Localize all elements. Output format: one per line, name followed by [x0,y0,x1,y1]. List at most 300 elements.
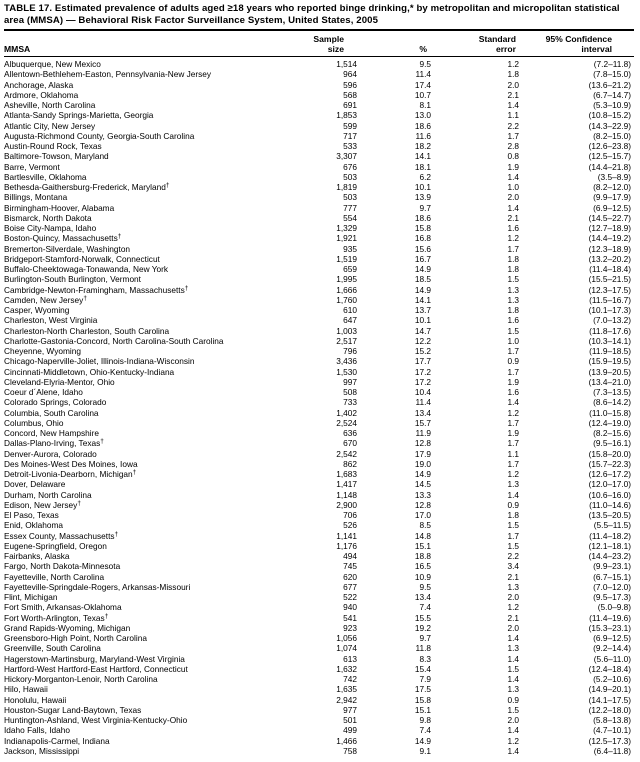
sample-size: 1,148 [336,489,357,500]
column-header-mmsa: MMSA [4,31,298,57]
percent: 10.7 [414,89,431,100]
confidence-interval: (5.2–10.6) [593,674,631,684]
standard-error: 1.3 [507,284,519,295]
confidence-interval: (9.9–17.9) [593,192,631,203]
standard-error: 0.9 [507,694,519,705]
sample-size: 862 [343,458,357,469]
percent: 17.4 [414,79,431,90]
confidence-interval: (10.3–14.1) [588,335,631,346]
table-row [4,356,634,366]
standard-error: 1.3 [507,479,519,490]
mmsa-name: Bethesda-Gaithersburg-Frederick, Maryland† [4,182,170,192]
dagger-footnote-marker: † [165,182,170,189]
table-row [4,561,634,571]
standard-error: 1.5 [507,274,519,285]
dagger-footnote-marker: † [104,612,109,620]
confidence-interval: (12.3–17.5) [588,284,631,295]
sample-size: 1,921 [336,233,357,244]
mmsa-name: Bartlesville, Oklahoma [4,171,87,182]
mmsa-name: Baltimore-Towson, Maryland [4,151,109,162]
confidence-interval: (14.9–20.1) [588,684,631,695]
confidence-interval: (6.7–15.1) [593,571,631,582]
table-row [4,336,634,346]
sample-size: 1,853 [336,110,357,121]
percent: 17.0 [414,510,431,520]
percent: 15.8 [414,694,431,705]
standard-error: 1.4 [507,653,519,664]
confidence-interval: (5.8–13.8) [593,715,631,725]
mmsa-name: Durham, North Carolina [4,489,92,500]
percent: 17.7 [414,356,431,367]
percent: 12.8 [414,499,431,510]
sample-size: 977 [343,704,357,715]
percent: 17.2 [414,376,431,387]
confidence-interval: (12.7–18.9) [588,223,631,233]
mmsa-name: Cambridge-Newton-Framingham, Massachusetts† [4,284,189,295]
mmsa-name: El Paso, Texas [4,510,59,520]
sample-size: 1,530 [336,366,357,377]
confidence-interval: (10.8–15.2) [588,110,631,121]
standard-error: 2.0 [507,79,519,90]
percent: 14.9 [414,284,431,295]
table-row [4,90,634,100]
percent: 8.1 [419,100,431,110]
standard-error: 2.1 [507,89,519,100]
mmsa-name: Bismarck, North Dakota [4,212,92,223]
table-row [4,172,634,182]
percent: 12.2 [414,335,431,346]
mmsa-name: Casper, Wyoming [4,305,70,315]
confidence-interval: (9.5–16.1) [593,438,631,449]
percent: 11.4 [415,69,431,80]
confidence-interval: (5.3–10.9) [593,100,631,110]
sample-size: 1,141 [336,530,357,541]
sample-size: 2,524 [336,417,357,428]
table-row [4,674,634,684]
dagger-footnote-marker: † [114,530,119,538]
table-row [4,736,634,746]
percent: 13.7 [414,305,431,315]
confidence-interval: (12.3–18.9) [588,243,631,254]
confidence-interval: (14.4–21.8) [588,161,631,172]
confidence-interval: (12.4–18.4) [588,663,631,674]
table-row [4,684,634,694]
standard-error: 2.0 [507,622,519,633]
table-row [4,131,634,141]
standard-error: 1.8 [507,253,519,264]
table-row [4,408,634,418]
confidence-interval: (7.8–15.0) [593,69,631,80]
mmsa-name: Denver-Aurora, Colorado [4,448,97,459]
table-row [4,459,634,469]
standard-error: 1.3 [507,684,519,695]
table-row [4,315,634,325]
column-header-sample: Sample size [298,31,360,57]
percent: 17.9 [414,448,431,459]
mmsa-name: Fort Worth-Arlington, Texas† [4,612,109,623]
percent: 7.4 [419,725,431,736]
table-row [4,397,634,407]
mmsa-name: Cincinnati-Middletown, Ohio-Kentucky-Indiana [4,366,175,377]
mmsa-name: Dover, Delaware [4,479,66,490]
percent: 13.0 [414,110,431,121]
standard-error: 1.4 [507,489,519,500]
mmsa-name: Asheville, North Carolina [4,100,96,110]
confidence-interval: (14.4–19.2) [588,233,631,244]
mmsa-name: Atlanta-Sandy Springs-Marietta, Georgia [4,110,154,121]
mmsa-name: Edison, New Jersey† [4,499,81,510]
standard-error: 1.9 [507,161,519,172]
sample-size: 1,683 [336,469,357,479]
standard-error: 2.0 [507,592,519,602]
percent: 9.7 [419,202,431,213]
standard-error: 1.4 [507,725,519,736]
standard-error: 1.3 [507,294,519,305]
table-row [4,572,634,582]
standard-error: 1.4 [507,745,519,756]
percent: 15.6 [414,243,431,254]
table-row [4,110,634,120]
sample-size: 503 [343,192,357,203]
mmsa-name: Enid, Oklahoma [4,520,64,531]
sample-size: 717 [343,130,357,141]
mmsa-name: Colorado Springs, Colorado [4,397,107,408]
mmsa-name: Boise City-Nampa, Idaho [4,223,97,233]
table-row [4,80,634,90]
mmsa-name: Dallas-Plano-Irving, Texas† [4,438,104,449]
confidence-interval: (11.4–18.4) [589,264,631,274]
confidence-interval: (14.3–22.9) [588,120,631,131]
confidence-interval: (10.6–16.0) [588,489,631,500]
table-row [4,705,634,715]
table-row [4,141,634,151]
confidence-interval: (6.4–11.8) [593,745,631,756]
mmsa-name: Concord, New Hampshire [4,428,99,438]
percent: 7.9 [419,674,431,684]
percent: 12.8 [414,438,431,449]
percent: 9.1 [419,745,431,756]
confidence-interval: (13.5–20.5) [588,510,631,520]
standard-error: 1.5 [507,663,519,674]
sample-size: 742 [343,674,357,684]
percent: 7.4 [419,602,431,613]
percent: 17.2 [414,366,431,377]
mmsa-name: Albuquerque, New Mexico [4,59,101,69]
dagger-footnote-marker: † [77,499,81,507]
standard-error: 2.8 [507,141,519,151]
percent: 13.4 [414,407,431,418]
percent: 11.6 [415,130,431,141]
sample-size: 1,514 [336,59,357,69]
table-title: TABLE 17. Estimated prevalence of adults aged ≥18 years who reported binge drinking,* by metropolitan and micropolitan statistical area (MMSA) — Behavioral Risk Factor Surveillance System, United States, 2005 [4,3,620,26]
table-row [4,531,634,541]
percent: 15.7 [414,417,431,428]
mmsa-name: Billings, Montana [4,192,68,203]
confidence-interval: (9.2–14.4) [593,643,631,654]
confidence-interval: (13.9–20.5) [588,366,631,377]
mmsa-name: Idaho Falls, Idaho [4,725,70,736]
mmsa-name: Honolulu, Hawaii [4,694,67,705]
table-row [4,449,634,459]
standard-error: 1.7 [507,130,519,141]
mmsa-name: Essex County, Massachusetts† [4,530,119,541]
mmsa-name: Ardmore, Oklahoma [4,89,79,100]
mmsa-name: Boston-Quincy, Massachusetts† [4,233,122,244]
table-row [4,623,634,633]
percent: 14.1 [414,294,431,305]
standard-error: 2.1 [507,571,519,582]
mmsa-name: Fayetteville, North Carolina [4,571,105,582]
sample-size: 499 [343,725,357,736]
confidence-interval: (11.8–17.6) [589,325,631,336]
confidence-interval: (14.5–22.7) [588,212,631,223]
table-row [4,520,634,530]
sample-size: 691 [343,100,357,110]
table-row [4,264,634,274]
table-row [4,367,634,377]
dagger-footnote-marker: † [132,469,137,476]
sample-size: 2,900 [336,499,357,510]
table-row [4,162,634,172]
table-row [4,633,634,643]
sample-size: 508 [343,387,357,397]
standard-error: 1.7 [507,417,519,428]
percent: 18.1 [414,161,431,172]
table-row [4,326,634,336]
percent: 13.9 [414,192,431,203]
table-row [4,418,634,428]
confidence-interval: (7.0–12.0) [593,581,631,592]
confidence-interval: (8.2–15.0) [593,130,631,141]
standard-error: 2.0 [507,192,519,203]
table-row [4,438,634,448]
confidence-interval: (12.6–17.2) [588,469,631,479]
percent: 14.9 [414,264,431,274]
table-row [4,643,634,653]
sample-size: 1,003 [336,325,357,336]
percent: 9.5 [419,59,431,69]
table-row [4,490,634,500]
standard-error: 2.2 [507,551,519,561]
table-row [4,592,634,602]
percent: 19.2 [414,622,431,633]
sample-size: 647 [343,315,357,326]
confidence-interval: (6.9–12.5) [593,202,631,213]
table-row [4,213,634,223]
standard-error: 3.4 [507,561,519,572]
table-row [4,285,634,295]
mmsa-name: Columbus, Ohio [4,417,64,428]
table-row [4,551,634,561]
table-row [4,541,634,551]
confidence-interval: (12.6–23.8) [588,141,631,151]
sample-size: 503 [343,171,357,182]
standard-error: 1.4 [507,633,519,643]
table-row [4,377,634,387]
table-row [4,69,634,79]
confidence-interval: (15.3–23.1) [588,622,631,633]
standard-error: 1.7 [507,243,519,254]
mmsa-name: Chicago-Naperville-Joliet, Illinois-Indiana-Wisconsin [4,356,195,367]
confidence-interval: (12.4–19.0) [588,417,631,428]
sample-size: 706 [343,510,357,520]
mmsa-name: Buffalo-Cheektowaga-Tonawanda, New York [4,264,169,274]
percent: 8.5 [419,520,431,531]
sample-size: 997 [343,376,357,387]
mmsa-name: Eugene-Springfield, Oregon [4,540,107,551]
percent: 10.1 [414,182,431,192]
column-header-se: Standard error [434,31,522,57]
table-body [4,57,634,757]
mmsa-name: Jackson, Mississippi [4,745,80,756]
confidence-interval: (7.3–13.5) [593,387,631,397]
percent: 8.3 [419,653,431,664]
mmsa-name: Houston-Sugar Land-Baytown, Texas [4,704,142,715]
table-row [4,203,634,213]
standard-error: 1.9 [507,428,519,438]
sample-size: 2,542 [336,448,357,459]
standard-error: 1.0 [507,182,519,192]
mmsa-name: Birmingham-Hoover, Alabama [4,202,115,213]
sample-size: 610 [343,305,357,315]
confidence-interval: (6.9–12.5) [593,633,631,643]
percent: 15.8 [414,223,431,233]
sample-size: 494 [343,551,357,561]
sample-size: 1,635 [336,684,357,695]
table-row [4,500,634,510]
table-row [4,274,634,284]
percent: 17.5 [414,684,431,695]
sample-size: 596 [343,79,357,90]
table-row [4,510,634,520]
table-row [4,223,634,233]
mmsa-name: Austin-Round Rock, Texas [4,141,102,151]
table-row [4,602,634,612]
confidence-interval: (7.0–13.2) [593,315,631,326]
percent: 9.8 [419,715,431,725]
sample-size: 923 [343,622,357,633]
sample-size: 568 [343,89,357,100]
percent: 14.9 [414,469,431,479]
percent: 13.4 [414,592,431,602]
confidence-interval: (13.2–20.2) [588,253,631,264]
standard-error: 1.8 [507,69,519,80]
standard-error: 1.6 [507,315,519,326]
standard-error: 2.0 [507,715,519,725]
percent: 18.5 [414,274,431,285]
sample-size: 1,519 [336,253,357,264]
mmsa-name: Detroit-Livonia-Dearborn, Michigan† [4,469,137,479]
confidence-interval: (9.5–17.3) [593,592,631,602]
table-row [4,613,634,623]
percent: 15.4 [414,663,431,674]
confidence-interval: (12.0–17.0) [588,479,631,490]
mmsa-name: Barre, Vermont [4,161,60,172]
mmsa-name: Greensboro-High Point, North Carolina [4,633,147,643]
table-row [4,100,634,110]
sample-size: 1,056 [336,633,357,643]
standard-error: 1.7 [507,530,519,541]
prevalence-table [4,31,634,756]
sample-size: 541 [343,612,357,623]
sample-size: 745 [343,561,357,572]
percent: 15.1 [414,704,431,715]
mmsa-name: Flint, Michigan [4,592,58,602]
confidence-interval: (14.4–23.2) [588,551,631,561]
standard-error: 1.1 [507,448,519,459]
sample-size: 733 [343,397,357,408]
percent: 16.8 [414,233,431,244]
table-row [4,57,634,70]
sample-size: 554 [343,212,357,223]
confidence-interval: (11.0–14.6) [589,499,631,510]
standard-error: 1.0 [507,335,519,346]
standard-error: 1.2 [507,469,519,479]
table-row [4,715,634,725]
sample-size: 613 [343,653,357,664]
sample-size: 3,307 [336,151,357,162]
percent: 11.4 [415,397,431,408]
percent: 18.6 [414,120,431,131]
percent: 10.9 [414,571,431,582]
standard-error: 1.4 [507,202,519,213]
percent: 14.9 [414,735,431,746]
confidence-interval: (12.5–17.3) [588,735,631,746]
confidence-interval: (11.4–19.6) [589,612,631,623]
table-row [4,182,634,192]
mmsa-name: Hagerstown-Martinsburg, Maryland-West Virginia [4,653,185,664]
confidence-interval: (12.2–18.0) [588,704,631,715]
sample-size: 1,666 [336,284,357,295]
sample-size: 1,417 [336,479,357,490]
sample-size: 1,819 [336,182,357,192]
column-header-pct: % [360,31,434,57]
standard-error: 1.7 [507,346,519,356]
table-row [4,469,634,479]
standard-error: 1.6 [507,223,519,233]
table-row [4,295,634,305]
dagger-footnote-marker: † [100,438,104,446]
table-row [4,121,634,131]
standard-error: 1.5 [507,520,519,531]
mmsa-name: Des Moines-West Des Moines, Iowa [4,458,138,469]
confidence-interval: (5.6–11.0) [593,653,631,664]
table-row [4,244,634,254]
sample-size: 940 [343,602,357,613]
sample-size: 670 [343,438,357,449]
percent: 9.7 [419,633,431,643]
confidence-interval: (13.4–21.0) [588,376,631,387]
percent: 16.5 [414,561,431,572]
standard-error: 0.8 [507,151,519,162]
percent: 6.2 [419,171,431,182]
mmsa-name: Fayetteville-Springdale-Rogers, Arkansas-Missouri [4,581,191,592]
table-row [4,305,634,315]
mmsa-name: Cleveland-Elyria-Mentor, Ohio [4,376,115,387]
mmsa-name: Bridgeport-Stamford-Norwalk, Connecticut [4,253,160,264]
standard-error: 1.9 [507,376,519,387]
confidence-interval: (12.1–18.1) [588,540,631,551]
mmsa-name: Allentown-Bethlehem-Easton, Pennsylvania-New Jersey [4,69,212,80]
standard-error: 1.6 [507,387,519,397]
standard-error: 1.7 [507,438,519,449]
confidence-interval: (8.2–15.6) [593,428,631,438]
mmsa-name: Greenville, South Carolina [4,643,101,654]
percent: 14.1 [414,151,431,162]
mmsa-name: Camden, New Jersey† [4,294,87,305]
sample-size: 676 [343,161,357,172]
confidence-interval: (6.7–14.7) [593,89,631,100]
